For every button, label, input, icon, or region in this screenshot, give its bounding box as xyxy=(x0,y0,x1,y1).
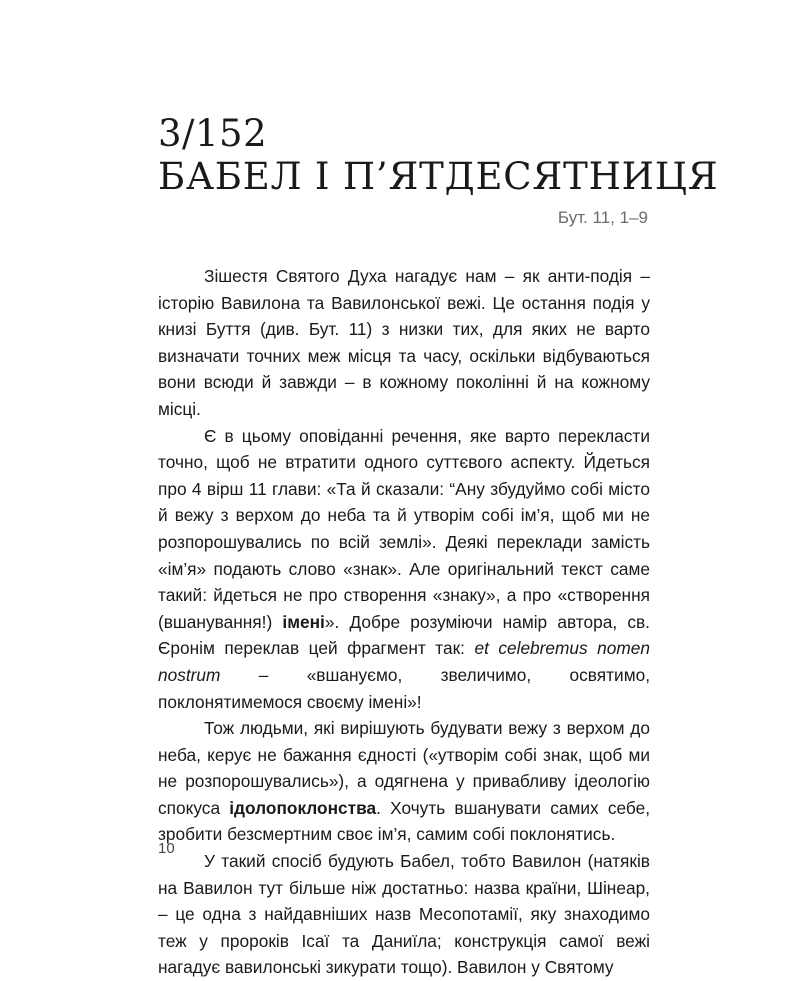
paragraph-2-text-a: Є в цьому оповіданні речення, яке варто перекласти точно, щоб не втратити одного суттєвого аспекту. Йдеться про 4 вірш 11 глави: «Та й сказали: “Ану збудуймо собі місто й вежу з верхом до неба та й утворім собі ім’я, щоб ми не розпорошувались по всій землі». Деякі переклади замість «ім’я» подають слово «знак». Але оригінальний текст саме такий: йдеться не про створення «знаку», а про «створення (вшанування!) xyxy=(158,425,650,632)
paragraph-2-bold-term: імені xyxy=(282,611,325,632)
page-number: 10 xyxy=(158,840,175,857)
body-text xyxy=(158,263,650,981)
scripture-reference: Бут. 11, 1–9 xyxy=(557,208,648,227)
paragraph-2 xyxy=(158,423,650,716)
chapter-number: 3/152 xyxy=(158,112,268,155)
paragraph-4-text: У такий спосіб будують Бабел, тобто Вавилон (натяків на Вавилон тут більше ніж достатньо: назва країни, Шінеар, – це одна з найдавніших назв Месопотамії, яку знаходимо теж у пророків Ісаї та Даниїла; конструкція самої вежі нагадує вавилонські зикурати тощо). Вавилон у Святому xyxy=(158,851,650,978)
paragraph-3-text-a: Тож людьми, які вирішують будувати вежу з верхом до неба, керує не бажання єдності («утворім собі знак, щоб ми не розпорошувались»), а одягнена у привабливу ідеологію спокуса xyxy=(158,718,650,818)
paragraph-2-text-c: – «вшануємо, звеличимо, освятимо, поклонятимемося своєму імені»! xyxy=(158,664,650,712)
paragraph-2-latin-quote: et celebremus nomen nostrum xyxy=(158,638,650,685)
paragraph-3-text-b: . Хочуть вшанувати самих себе, зробити безсмертним своє ім’я, самим собі поклонятись. xyxy=(158,797,650,845)
paragraph-1-text: Зішестя Святого Духа нагадує нам – як анти-подія – історію Вавилона та Вавилонської вежі. Це остання подія у книзі Буття (див. Бут. 11) з низки тих, для яких не варто визначати точних меж місця та часу, оскільки відбуваються вони всюди й завжди – в кожному поколінні й на кожному місці. xyxy=(158,266,650,419)
paragraph-4 xyxy=(158,848,650,981)
paragraph-1 xyxy=(158,263,650,423)
paragraph-3 xyxy=(158,715,650,848)
paragraph-3-bold-term: ідолопоклонства xyxy=(229,797,377,818)
paragraph-2-text-b: ». Добре розуміючи намір автора, св. Єронім переклав цей фрагмент так: xyxy=(158,611,650,659)
chapter-title: БАБЕЛ І П’ЯТДЕСЯТНИЦЯ xyxy=(158,155,719,198)
